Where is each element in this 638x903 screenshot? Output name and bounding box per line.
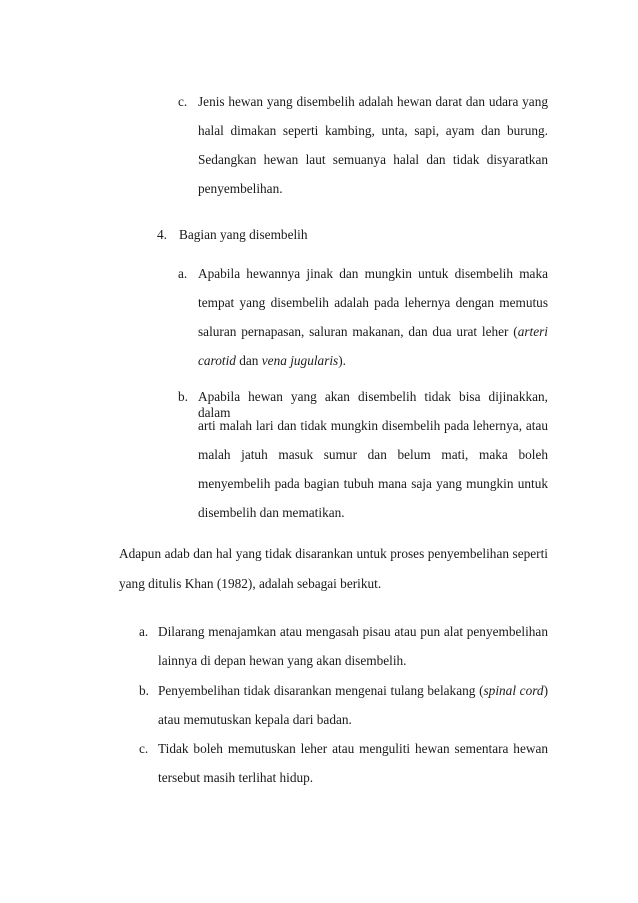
list-marker: c.: [178, 94, 188, 109]
adab-item-c-line2: [158, 770, 548, 786]
text-run: saluran pernapasan, saluran makanan, dan dua urat leher (: [198, 324, 518, 339]
paragraph-text: Dilarang menajamkan atau mengasah pisau atau pun alat penyembelihan: [158, 624, 548, 639]
adab-item-a-line2: [158, 653, 548, 669]
section-number: 4.: [157, 227, 167, 242]
sub-item-a-line4: [198, 353, 548, 369]
intro-paragraph-line1: [119, 546, 548, 562]
adab-item-a-line1: [139, 624, 548, 640]
paragraph-text: Apabila hewannya jinak dan mungkin untuk disembelih maka: [198, 266, 548, 281]
intro-paragraph-line2: [119, 576, 548, 592]
list-marker: b.: [178, 389, 188, 404]
list-item-c-line4: [198, 181, 548, 197]
list-marker: c.: [139, 741, 149, 756]
paragraph-text: Jenis hewan yang disembelih adalah hewan darat dan udara yang: [198, 94, 548, 109]
paragraph-text: atau memutuskan kepala dari badan.: [158, 712, 352, 727]
sub-item-b-line1: [178, 389, 548, 421]
paragraph-text: lainnya di depan hewan yang akan disembelih.: [158, 653, 407, 668]
sub-item-b-line4: [198, 476, 548, 492]
paragraph-text: yang ditulis Khan (1982), adalah sebagai berikut.: [119, 576, 382, 591]
text-run: dan: [235, 353, 262, 368]
paragraph-text: Apabila hewan yang akan disembelih tidak bisa dijinakkan, dalam: [198, 389, 548, 420]
sub-item-a-line2: [198, 295, 548, 311]
text-run: ).: [338, 353, 346, 368]
sub-item-b-line2: [198, 418, 548, 434]
paragraph-text: [158, 683, 548, 699]
sub-item-b-line3: [198, 447, 548, 463]
list-item-c-line2: [198, 123, 548, 139]
adab-item-b-line1: [139, 683, 548, 699]
adab-item-b-line2: [158, 712, 548, 728]
paragraph-text: arti malah lari dan tidak mungkin disembelih pada lehernya, atau: [198, 418, 548, 433]
sub-item-a-line1: [178, 266, 548, 282]
paragraph-text: tempat yang disembelih adalah pada lehernya dengan memutus: [198, 295, 548, 310]
list-marker: a.: [139, 624, 149, 639]
paragraph-text: penyembelihan.: [198, 181, 283, 196]
section-title: Bagian yang disembelih: [179, 227, 308, 242]
paragraph-text: Tidak boleh memutuskan leher atau menguliti hewan sementara hewan: [158, 741, 548, 756]
paragraph-text: Sedangkan hewan laut semuanya halal dan tidak disyaratkan: [198, 152, 548, 167]
italic-term: spinal cord: [483, 683, 544, 698]
paragraph-text: tersebut masih terlihat hidup.: [158, 770, 314, 785]
paragraph-text: Adapun adab dan hal yang tidak disarankan untuk proses penyembelihan seperti: [119, 546, 548, 561]
section-heading: [157, 227, 457, 243]
paragraph-text: [198, 324, 548, 340]
paragraph-text: [198, 353, 548, 369]
italic-term: carotid: [198, 353, 236, 368]
text-run: ): [543, 683, 548, 698]
sub-item-a-line3: [198, 324, 548, 340]
list-marker: a.: [178, 266, 188, 281]
sub-item-b-line5: [198, 505, 548, 521]
paragraph-text: malah jatuh masuk sumur dan belum mati, maka boleh: [198, 447, 548, 462]
paragraph-text: halal dimakan seperti kambing, unta, sapi, ayam dan burung.: [198, 123, 548, 138]
italic-term: arteri: [517, 324, 548, 339]
italic-term: vena jugularis: [261, 353, 339, 368]
paragraph-text: menyembelih pada bagian tubuh mana saja yang mungkin untuk: [198, 476, 548, 491]
adab-item-c-line1: [139, 741, 548, 757]
paragraph-text: disembelih dan mematikan.: [198, 505, 345, 520]
list-item-c-line3: [198, 152, 548, 168]
list-marker: b.: [139, 683, 149, 698]
text-run: Penyembelihan tidak disarankan mengenai tulang belakang (: [158, 683, 484, 698]
list-item-c-line1: [178, 94, 548, 110]
